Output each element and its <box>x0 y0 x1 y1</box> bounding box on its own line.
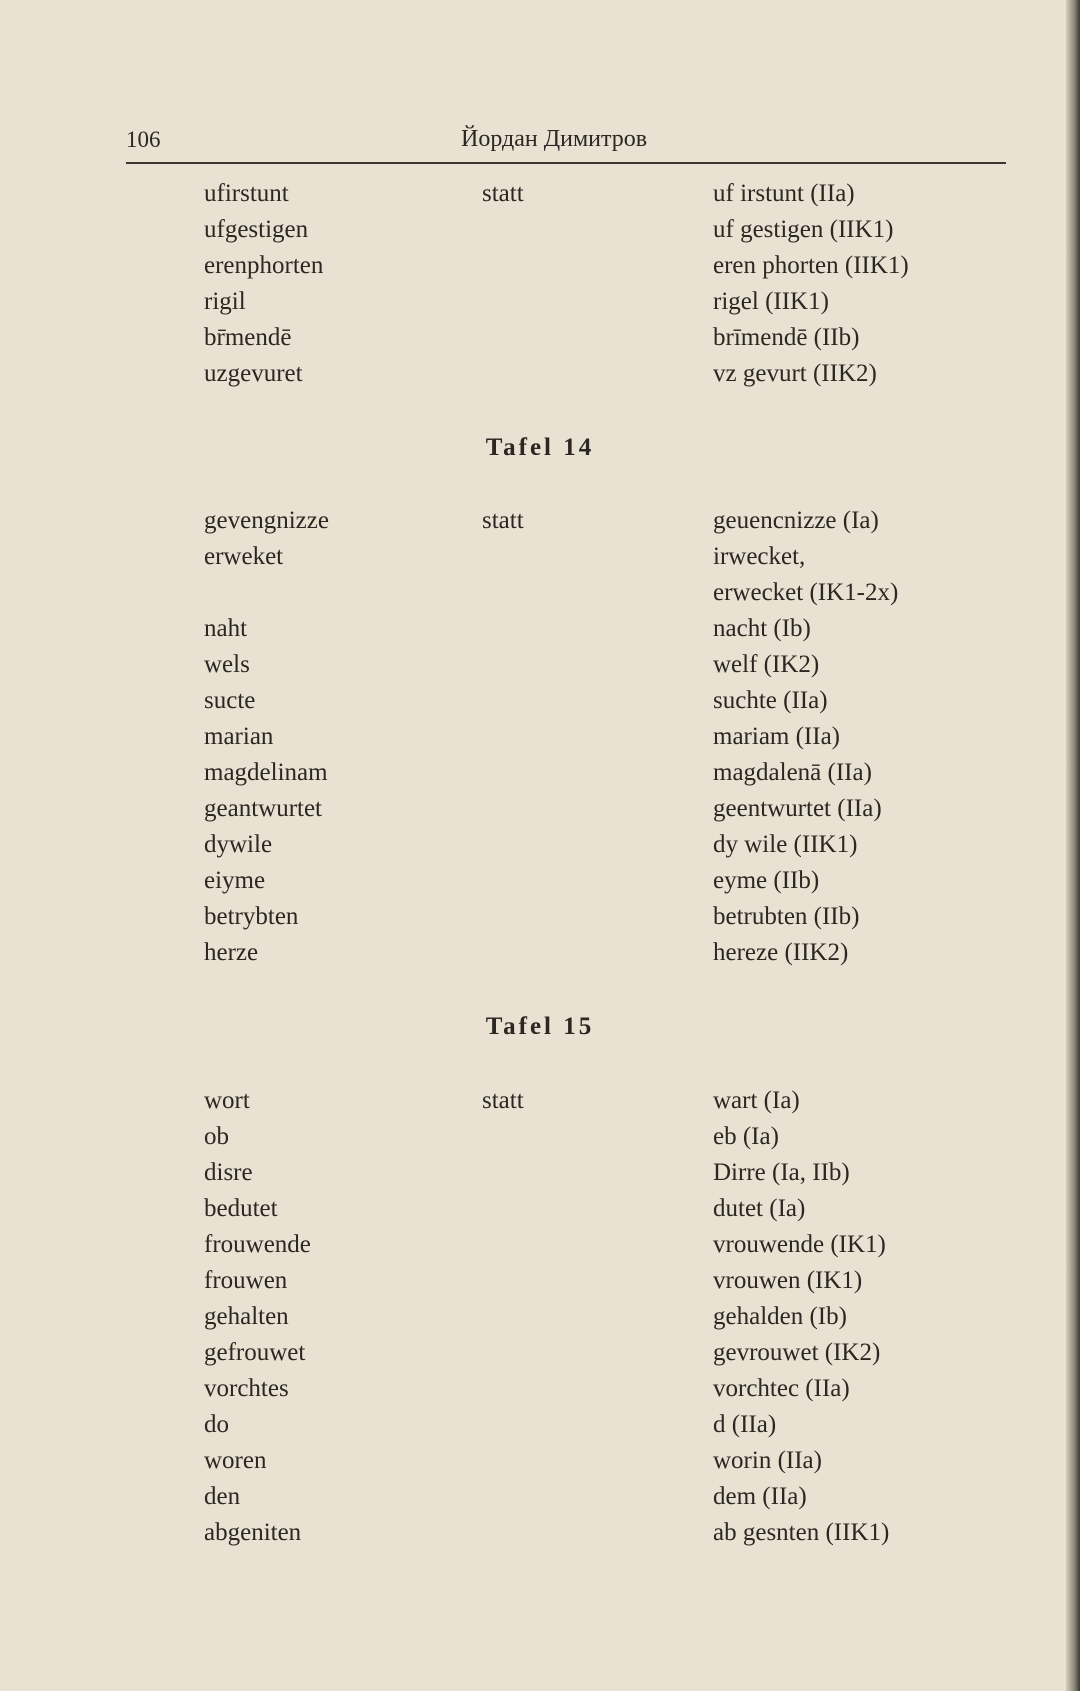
original-word: naht <box>204 615 248 642</box>
original-word: frouwende <box>204 1231 311 1258</box>
table-row <box>0 867 1080 903</box>
correction: erwecket (IK1-2x) <box>713 579 899 606</box>
correction: worin (IIa) <box>713 1447 822 1474</box>
correction: irwecket, <box>713 543 806 570</box>
table-row <box>0 324 1080 360</box>
table-row <box>0 1267 1080 1303</box>
correction: rigel (IIK1) <box>713 288 829 315</box>
table-row <box>0 651 1080 687</box>
correction: suchte (IIa) <box>713 687 828 714</box>
table-row <box>0 1483 1080 1519</box>
table-row <box>0 180 1080 216</box>
table-row <box>0 360 1080 396</box>
correction: hereze (IIK2) <box>713 939 849 966</box>
table-row <box>0 1159 1080 1195</box>
table-row <box>0 1411 1080 1447</box>
original-word: ob <box>204 1123 229 1150</box>
statt-label: statt <box>482 507 524 534</box>
page-header <box>126 124 1006 158</box>
original-word: betrybten <box>204 903 299 930</box>
original-word: frouwen <box>204 1267 288 1294</box>
correction: mariam (IIa) <box>713 723 841 750</box>
correction: vz gevurt (IIK2) <box>713 360 877 387</box>
table-row <box>0 1447 1080 1483</box>
table-row <box>0 507 1080 543</box>
statt-label: statt <box>482 180 524 207</box>
table-row <box>0 1231 1080 1267</box>
original-word: gefrouwet <box>204 1339 306 1366</box>
original-word: eiyme <box>204 867 266 894</box>
header-rule <box>126 162 1006 164</box>
table-row <box>0 1087 1080 1123</box>
tafel-15-heading: Tafel 15 <box>485 1013 595 1040</box>
original-word: geantwurtet <box>204 795 323 822</box>
correction: eb (Ia) <box>713 1123 779 1150</box>
original-word: erenphorten <box>204 252 324 279</box>
correction: dutet (Ia) <box>713 1195 806 1222</box>
correction: eren phorten (IIK1) <box>713 252 909 279</box>
table-row <box>0 939 1080 975</box>
table-row <box>0 1375 1080 1411</box>
correction: magdalenā (IIa) <box>713 759 872 786</box>
original-word: ufgestigen <box>204 216 309 243</box>
original-word: br̄mendē <box>204 324 292 351</box>
table-row <box>0 903 1080 939</box>
table-row <box>0 1339 1080 1375</box>
original-word: wort <box>204 1087 250 1114</box>
correction: nacht (Ib) <box>713 615 811 642</box>
correction: eyme (IIb) <box>713 867 820 894</box>
page-number: 106 <box>126 127 161 152</box>
correction: gevrouwet (IK2) <box>713 1339 881 1366</box>
correction: vrouwende (IK1) <box>713 1231 886 1258</box>
correction: betrubten (IIb) <box>713 903 860 930</box>
table-row <box>0 795 1080 831</box>
table-row <box>0 1195 1080 1231</box>
original-word: wels <box>204 651 250 678</box>
correction: welf (IK2) <box>713 651 820 678</box>
table-row <box>0 687 1080 723</box>
correction: geentwurtet (IIa) <box>713 795 882 822</box>
correction: uf gestigen (IIK1) <box>713 216 894 243</box>
original-word: bedutet <box>204 1195 278 1222</box>
original-word: abgeniten <box>204 1519 302 1546</box>
original-word: uzgevuret <box>204 360 303 387</box>
correction: vorchtec (IIa) <box>713 1375 850 1402</box>
correction: dem (IIa) <box>713 1483 807 1510</box>
correction: uf irstunt (IIa) <box>713 180 855 207</box>
table-row <box>0 252 1080 288</box>
table-row <box>0 615 1080 651</box>
correction: Dirre (Ia, IIb) <box>713 1159 850 1186</box>
original-word: rigil <box>204 288 246 315</box>
original-word: sucte <box>204 687 256 714</box>
original-word: erweket <box>204 543 284 570</box>
statt-label: statt <box>482 1087 524 1114</box>
table-row <box>0 288 1080 324</box>
original-word: disre <box>204 1159 253 1186</box>
original-word: gehalten <box>204 1303 289 1330</box>
table-row <box>0 759 1080 795</box>
original-word: gevengnizze <box>204 507 329 534</box>
table-row <box>0 1519 1080 1555</box>
correction: dy wile (IIK1) <box>713 831 858 858</box>
correction: geuencnizze (Ia) <box>713 507 879 534</box>
correction: vrouwen (IK1) <box>713 1267 863 1294</box>
table-row <box>0 216 1080 252</box>
original-word: magdelinam <box>204 759 328 786</box>
correction: d (IIa) <box>713 1411 777 1438</box>
original-word: herze <box>204 939 259 966</box>
tafel-14-heading: Tafel 14 <box>485 434 595 461</box>
table-row <box>0 543 1080 579</box>
original-word: vorchtes <box>204 1375 289 1402</box>
table-row <box>0 1303 1080 1339</box>
original-word: den <box>204 1483 241 1510</box>
original-word: dywile <box>204 831 273 858</box>
running-title: Йордан Димитров <box>461 126 648 152</box>
original-word: ufirstunt <box>204 180 289 207</box>
correction: brīmendē (IIb) <box>713 324 860 351</box>
original-word: woren <box>204 1447 267 1474</box>
original-word: do <box>204 1411 229 1438</box>
table-row <box>0 579 1080 615</box>
table-row <box>0 831 1080 867</box>
original-word: marian <box>204 723 274 750</box>
correction: wart (Ia) <box>713 1087 800 1114</box>
table-row <box>0 723 1080 759</box>
correction: ab gesnten (IIK1) <box>713 1519 890 1546</box>
table-row <box>0 1123 1080 1159</box>
correction: gehalden (Ib) <box>713 1303 847 1330</box>
